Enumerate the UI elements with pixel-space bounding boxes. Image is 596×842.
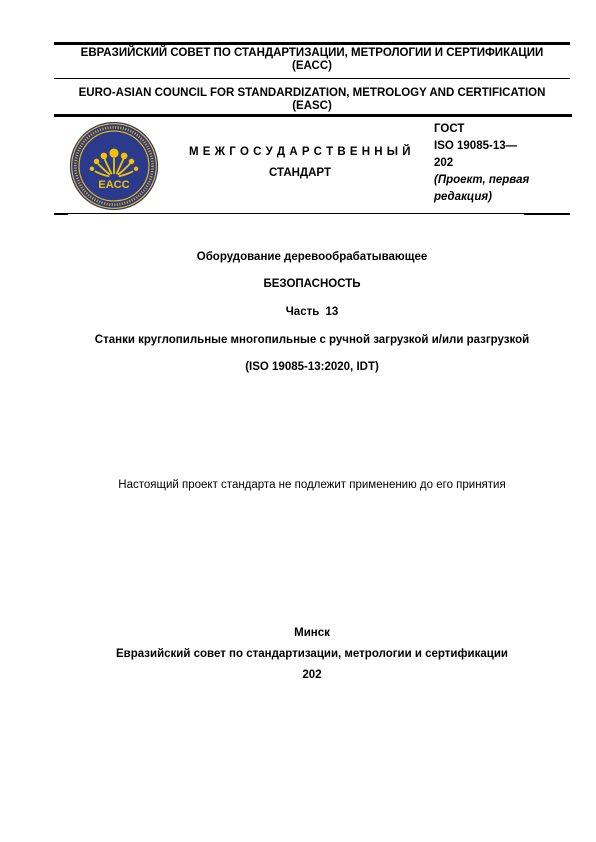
- top-rule-thick: [54, 42, 570, 45]
- title-line-equipment: Оборудование деревообрабатывающее: [196, 251, 428, 263]
- title-line-safety: БЕЗОПАСНОСТЬ: [263, 278, 361, 290]
- council-name-en: EURO-ASIAN COUNCIL FOR STANDARDIZATION, METROLOGY AND CERTIFICATION: [78, 87, 546, 99]
- logo-text: EACC: [98, 179, 130, 192]
- interstate-label: М Е Ж Г О С У Д А Р С Т В Е Н Н Ы Й: [189, 146, 411, 158]
- footer-city: Минск: [294, 627, 330, 639]
- draft-status-line2: редакция): [434, 191, 492, 203]
- council-abbr-en: (EASC): [292, 100, 332, 112]
- title-line-subject: Станки круглопильные многопильные с ручной загрузкой и/или разгрузкой: [94, 334, 530, 346]
- designation-block: [434, 121, 564, 206]
- footer-year: 202: [302, 669, 322, 681]
- title-block-bottom-rule-thick-right: [524, 213, 570, 215]
- title-block-bottom-rule: [54, 213, 570, 214]
- title-block-bottom-rule-thick-left: [54, 213, 68, 215]
- draft-status-line1: (Проект, первая: [434, 174, 530, 186]
- council-name-ru: ЕВРАЗИЙСКИЙ СОВЕТ ПО СТАНДАРТИЗАЦИИ, МЕТРОЛОГИИ И СЕРТИФИКАЦИИ: [80, 47, 544, 59]
- header-right-rule-ext: [420, 114, 572, 117]
- gost-label: ГОСТ: [434, 123, 465, 135]
- draft-notice: Настоящий проект стандарта не подлежит применению до его принятия: [118, 479, 506, 491]
- title-line-part: Часть 13: [285, 306, 339, 318]
- standard-label: СТАНДАРТ: [269, 167, 331, 179]
- easc-logo-icon: [68, 120, 160, 212]
- iso-number: ISO 19085-13—: [434, 140, 518, 152]
- header-divider: [54, 78, 570, 79]
- year-placeholder: 202: [434, 157, 454, 169]
- footer-publisher: Евразийский совет по стандартизации, метрологии и сертификации: [116, 648, 508, 660]
- title-line-iso-ref: (ISO 19085-13:2020, IDT): [245, 361, 379, 373]
- council-abbr-ru: (ЕАСС): [292, 60, 332, 72]
